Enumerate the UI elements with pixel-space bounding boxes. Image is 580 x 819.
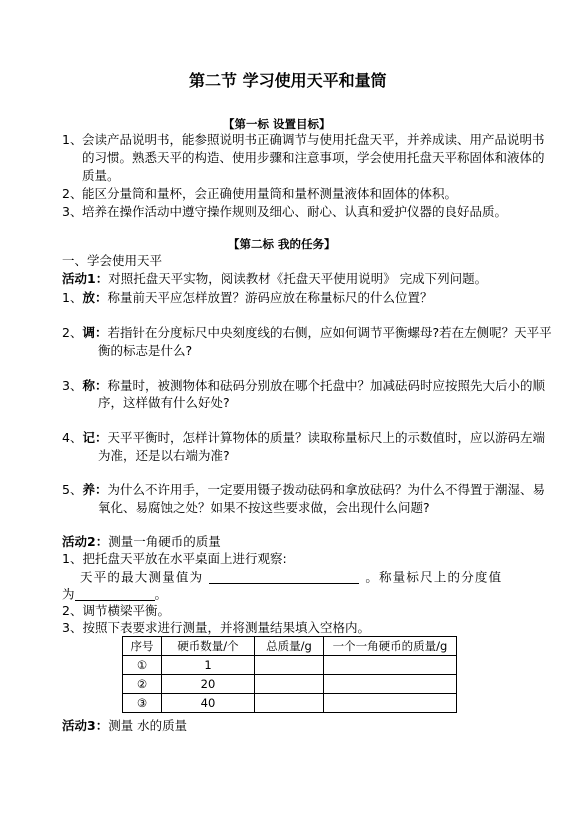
table-cell-count: 1 xyxy=(162,656,255,675)
activity-2-line xyxy=(62,536,221,549)
table-cell-total-mass[interactable] xyxy=(255,675,324,694)
goal-text-line: 会读产品说明书，能参照说明书正确调节与使用托盘天平，并养成读、用产品说明书 xyxy=(82,132,545,147)
activity-2-step-1: 1、把托盘天平放在水平桌面上进行观察: xyxy=(62,551,287,566)
table-cell-total-mass[interactable] xyxy=(255,694,324,713)
question-text-line: 为什么不许用手，一定要用镊子拨动砝码和拿放砝码？为什么不得置于潮湿、易 xyxy=(107,482,545,497)
table-row xyxy=(123,675,457,694)
goal-number: 2、 xyxy=(62,186,83,201)
goal-number: 1、 xyxy=(62,132,83,147)
question-3 xyxy=(62,380,545,393)
section-heading-goals: 【第一标 设置目标】 xyxy=(223,117,331,131)
question-number: 5、 xyxy=(62,482,83,497)
question-key: 记： xyxy=(82,430,108,445)
question-number: 1、 xyxy=(62,290,83,305)
table-cell-unit-mass[interactable] xyxy=(324,675,457,694)
division-value-label: 。称量标尺上的分度值 xyxy=(365,569,503,585)
question-text-line: 称量前天平应怎样放置？游码应放在称量标尺的什么位置？ xyxy=(107,290,433,305)
goal-text-line: 质量。 xyxy=(82,168,120,183)
question-number: 4、 xyxy=(62,430,83,445)
division-value-prefix: 为 xyxy=(62,586,75,602)
question-key: 放： xyxy=(82,290,108,305)
max-value-label: 天平的最大测量值为 xyxy=(80,569,204,585)
table-cell-unit-mass[interactable] xyxy=(324,694,457,713)
question-key: 调： xyxy=(82,325,108,340)
max-value-line xyxy=(80,571,502,584)
activity-2-text: 测量一角硬币的质量 xyxy=(108,534,221,549)
question-text-line: 序，这样做有什么好处? xyxy=(98,395,230,410)
goal-text-line: 的习惯。熟悉天平的构造、使用步骤和注意事项，学会使用托盘天平称固体和液体的 xyxy=(82,150,545,165)
column-header: 硬币数量/个 xyxy=(162,637,255,656)
column-header: 一个一角硬币的质量/g xyxy=(324,637,457,656)
goal-number: 3、 xyxy=(62,204,83,219)
question-number: 2、 xyxy=(62,325,83,340)
question-text-line: 衡的标志是什么? xyxy=(98,343,193,358)
question-5 xyxy=(62,484,545,497)
question-2 xyxy=(62,327,552,340)
question-4 xyxy=(62,432,545,445)
question-text-line: 称量时，被测物体和砝码分别放在哪个托盘中？加减砝码时应按照先大后小的顺 xyxy=(107,378,545,393)
question-text-line: 氧化、易腐蚀之处？如果不按这些要求做，会出现什么问题? xyxy=(98,500,430,515)
table-cell-index: ② xyxy=(123,675,162,694)
division-value-blank[interactable] xyxy=(75,588,155,601)
division-value-suffix: 。 xyxy=(154,586,168,602)
question-1 xyxy=(62,292,432,305)
activity-1-text: 对照托盘天平实物，阅读教材《托盘天平使用说明》 完成下列问题。 xyxy=(108,271,488,286)
goal-text-line: 能区分量筒和量杯，会正确使用量筒和量杯测量液体和固体的体积。 xyxy=(82,186,458,201)
table-row xyxy=(123,656,457,675)
division-value-line xyxy=(62,588,167,601)
question-key: 养： xyxy=(82,482,108,497)
question-text-line: 天平平衡时，怎样计算物体的质量？读取称量标尺上的示数值时，应以游码左端 xyxy=(107,430,545,445)
activity-1-line xyxy=(62,273,487,286)
max-value-blank[interactable] xyxy=(209,571,359,584)
goal-text-line: 培养在操作活动中遵守操作规则及细心、耐心、认真和爱护仪器的良好品质。 xyxy=(82,204,508,219)
activity-3-text: 测量 水的质量 xyxy=(108,718,188,733)
table-cell-count: 40 xyxy=(162,694,255,713)
table-header-row xyxy=(123,637,457,656)
question-text-line: 若指针在分度标尺中央刻度线的右侧，应如何调节平衡螺母?若在左侧呢？天平平 xyxy=(107,325,552,340)
table-cell-index: ① xyxy=(123,656,162,675)
activity-2-step-2: 2、调节横梁平衡。 xyxy=(62,603,170,618)
question-text-line: 为准，还是以右端为准? xyxy=(98,448,230,463)
measurement-table xyxy=(122,636,457,713)
column-header: 总质量/g xyxy=(255,637,324,656)
table-cell-count: 20 xyxy=(162,675,255,694)
activity-2-step-3: 3、按照下表要求进行测量，并将测量结果填入空格内。 xyxy=(62,620,370,635)
table-cell-total-mass[interactable] xyxy=(255,656,324,675)
activity-3-line xyxy=(62,720,187,733)
activity-1-label: 活动1： xyxy=(62,271,109,286)
table-cell-unit-mass[interactable] xyxy=(324,656,457,675)
question-number: 3、 xyxy=(62,378,83,393)
question-key: 称： xyxy=(82,378,108,393)
part-title: 一、学会使用天平 xyxy=(62,253,163,268)
activity-2-label: 活动2： xyxy=(62,534,109,549)
page-title: 第二节 学习使用天平和量筒 xyxy=(189,71,387,90)
activity-3-label: 活动3： xyxy=(62,718,109,733)
table-cell-index: ③ xyxy=(123,694,162,713)
column-header: 序号 xyxy=(123,637,162,656)
table-row xyxy=(123,694,457,713)
section-heading-tasks: 【第二标 我的任务】 xyxy=(228,237,336,251)
